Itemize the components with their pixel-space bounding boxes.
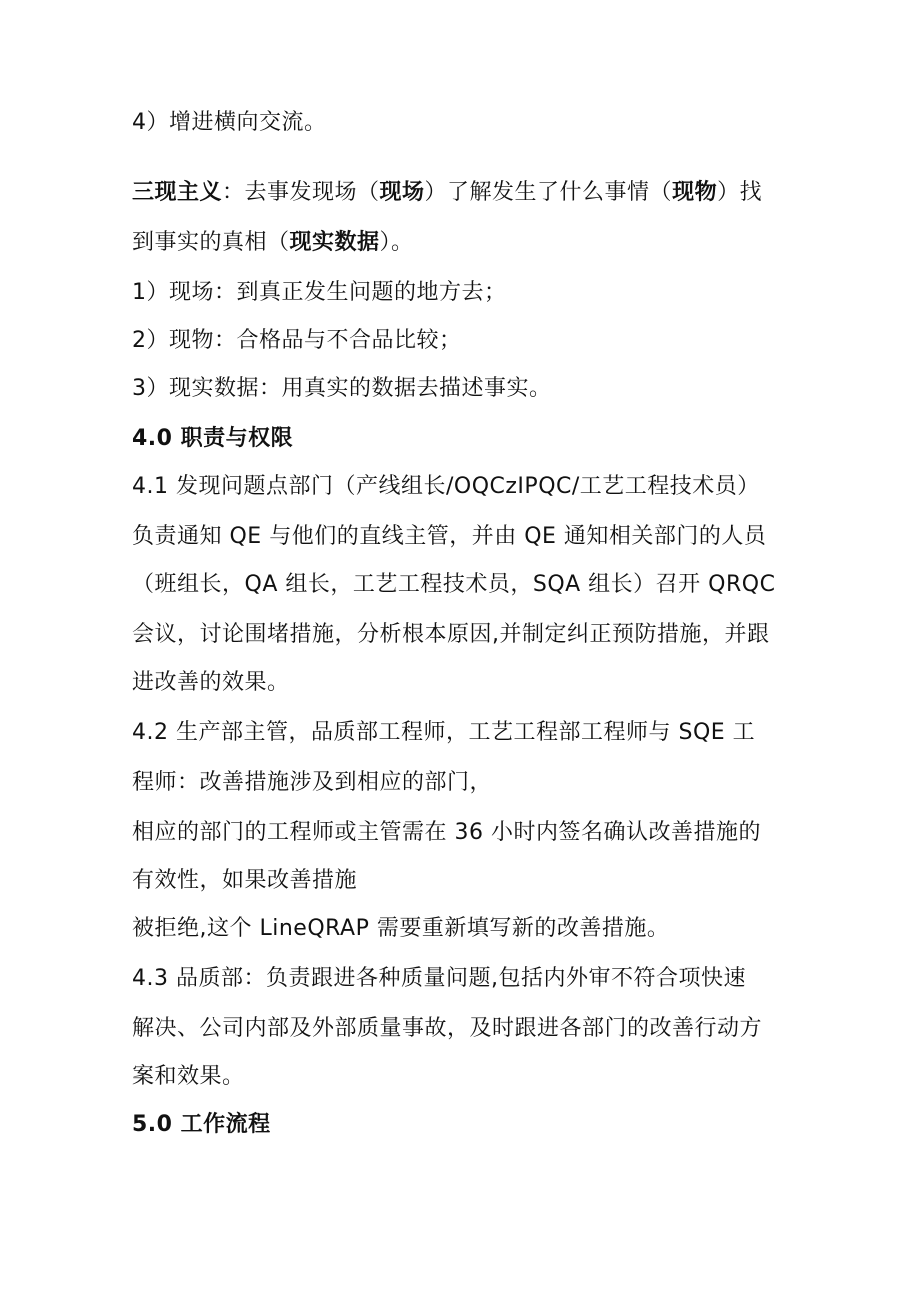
paragraph-line	[132, 228, 414, 258]
paragraph-line: 4.3 品质部：负责跟进各种质量问题,包括内外审不符合项快速	[132, 966, 746, 991]
list-item: 3）现实数据：用真实的数据去描述事实。	[132, 376, 552, 401]
paragraph-line	[132, 178, 762, 208]
paragraph-line: 程师：改善措施涉及到相应的部门，	[132, 770, 493, 795]
paragraph-line: 会议，讨论围堵措施，分析根本原因,并制定纠正预防措施，并跟	[132, 622, 770, 647]
text-run: ：去事发现场（	[222, 180, 380, 205]
list-item: 4）增进横向交流。	[132, 110, 327, 135]
paragraph-line: 4.1 发现问题点部门（产线组长/OQCzIPQC/工艺工程技术员）	[132, 474, 760, 499]
paragraph-line: 有效性，如果改善措施	[132, 868, 358, 893]
section-heading: 5.0 工作流程	[132, 1112, 271, 1137]
paragraph-line: 被拒绝,这个 LineQRAP 需要重新填写新的改善措施。	[132, 916, 670, 941]
bold-term: 三现主义	[132, 180, 223, 205]
paragraph-line: 负责通知 QE 与他们的直线主管，并由 QE 通知相关部门的人员	[132, 524, 767, 549]
paragraph-line: （班组长，QA 组长，工艺工程技术员，SQA 组长）召开 QRQC	[132, 572, 776, 597]
section-heading: 4.0 职责与权限	[132, 426, 294, 451]
bold-term: 现物	[672, 180, 718, 205]
list-item: 1）现场：到真正发生问题的地方去；	[132, 280, 507, 305]
paragraph-line: 进改善的效果。	[132, 670, 290, 695]
list-item: 2）现物：合格品与不合品比较；	[132, 328, 462, 353]
text-run: ）。	[379, 230, 414, 255]
text-run: ）了解发生了什么事情（	[424, 180, 673, 205]
paragraph-line: 相应的部门的工程师或主管需在 36 小时内签名确认改善措施的	[132, 820, 761, 845]
paragraph-line: 4.2 生产部主管，品质部工程师，工艺工程部工程师与 SQE 工	[132, 720, 756, 745]
text-run: 到事实的真相（	[132, 230, 290, 255]
paragraph-line: 解决、公司内部及外部质量事故，及时跟进各部门的改善行动方	[132, 1016, 763, 1041]
text-run: ）找	[717, 180, 763, 205]
bold-term: 现实数据	[289, 230, 380, 255]
paragraph-line: 案和效果。	[132, 1064, 245, 1089]
bold-term: 现场	[379, 180, 425, 205]
